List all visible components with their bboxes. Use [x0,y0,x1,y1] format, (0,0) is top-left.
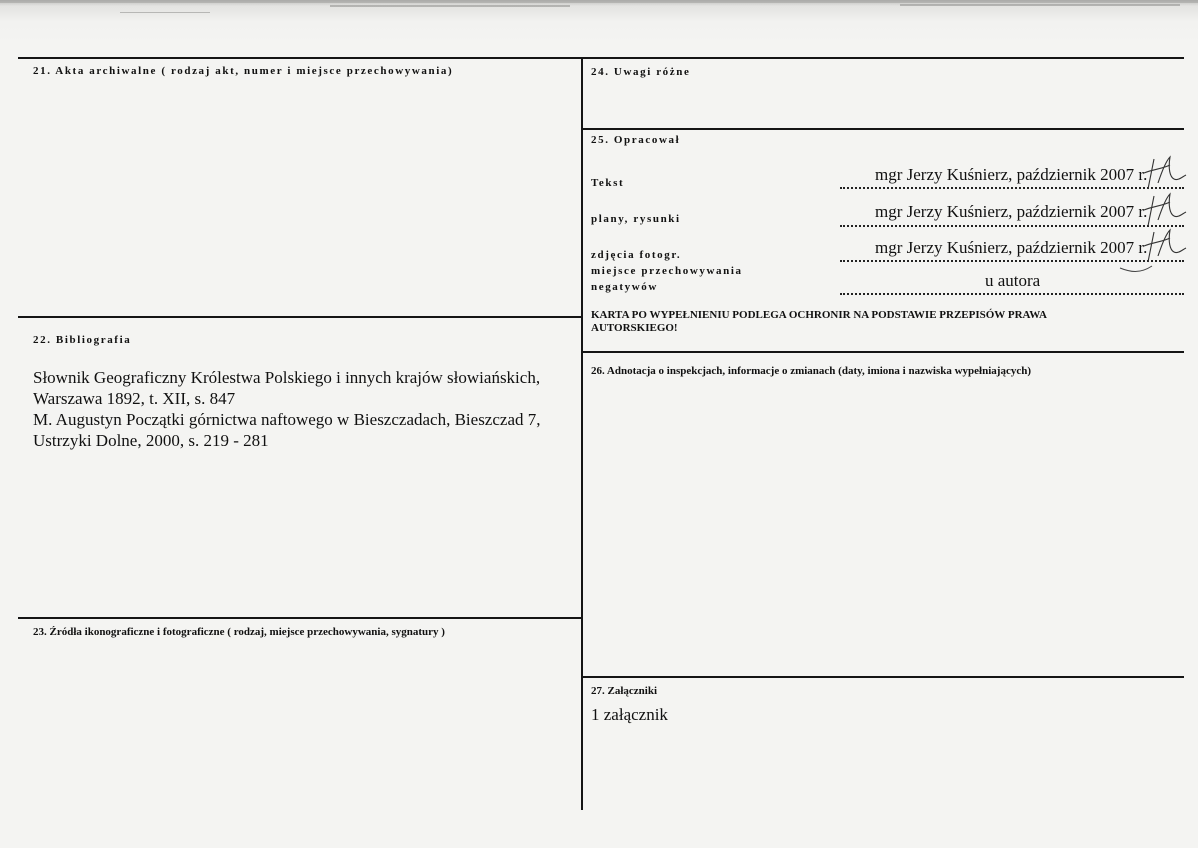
negatives-location-value: u autora [985,271,1041,290]
bibliography-line: Słownik Geograficzny Królestwa Polskiego i innych krajów słowiańskich, [33,368,541,387]
negatives-location-label-line1: miejsce przechowywania [591,265,743,277]
signature-negatives-tick [1118,262,1158,278]
bibliography-text [33,367,573,451]
divider-24-25 [582,128,1184,130]
copyright-warning-line2: AUTORSKIEGO! [591,322,678,334]
negatives-dotted-line [840,293,1184,295]
section-21-label: 21. Akta archiwalne ( rodzaj akt, numer i miejsce przechowywania) [33,65,454,77]
section-27-label: 27. Załączniki [591,685,658,697]
section-26-label: 26. Adnotacja o inspekcjach, informacje o zmianach (daty, imiona i nazwiska wypełniających) [591,365,1031,377]
text-author-dotted-line [840,187,1184,189]
scan-top-edge [0,0,1198,46]
section-25-label: 25. Opracował [591,134,681,146]
center-divider [581,57,583,810]
divider-22-23 [18,617,582,619]
top-rule [18,57,1184,59]
photos-author-label: zdjęcia fotogr. [591,249,682,261]
bibliography-line: M. Augustyn Początki górnictwa naftowego w Bieszczadach, Bieszczad 7, [33,410,541,429]
divider-21-22 [18,316,582,318]
drawings-author-dotted-line [840,225,1184,227]
signature-drawings [1140,190,1188,228]
divider-26-27 [582,676,1184,678]
copyright-warning-line1: KARTA PO WYPEŁNIENIU PODLEGA OCHRONIR NA PODSTAWIE PRZEPISÓW PRAWA [591,309,1047,321]
drawings-author-value: mgr Jerzy Kuśnierz, październik 2007 r. [875,202,1148,221]
text-author-value: mgr Jerzy Kuśnierz, październik 2007 r. [875,165,1148,184]
signature-text [1140,153,1188,191]
section-22-label: 22. Bibliografia [33,334,132,346]
bibliography-line: Ustrzyki Dolne, 2000, s. 219 - 281 [33,431,269,450]
section-24-label: 24. Uwagi różne [591,66,691,78]
text-author-label: Tekst [591,177,625,189]
divider-25-26 [582,351,1184,353]
photos-author-value: mgr Jerzy Kuśnierz, październik 2007 r. [875,238,1148,257]
drawings-author-label: plany, rysunki [591,213,681,225]
signature-photos [1140,226,1188,264]
copyright-warning [591,309,1151,335]
bibliography-line: Warszawa 1892, t. XII, s. 847 [33,389,236,408]
negatives-location-label-line2: negatywów [591,281,658,293]
section-23-label: 23. Źródła ikonograficzne i fotograficzne ( rodzaj, miejsce przechowywania, sygnatury ) [33,626,445,638]
attachments-value: 1 załącznik [591,705,668,724]
